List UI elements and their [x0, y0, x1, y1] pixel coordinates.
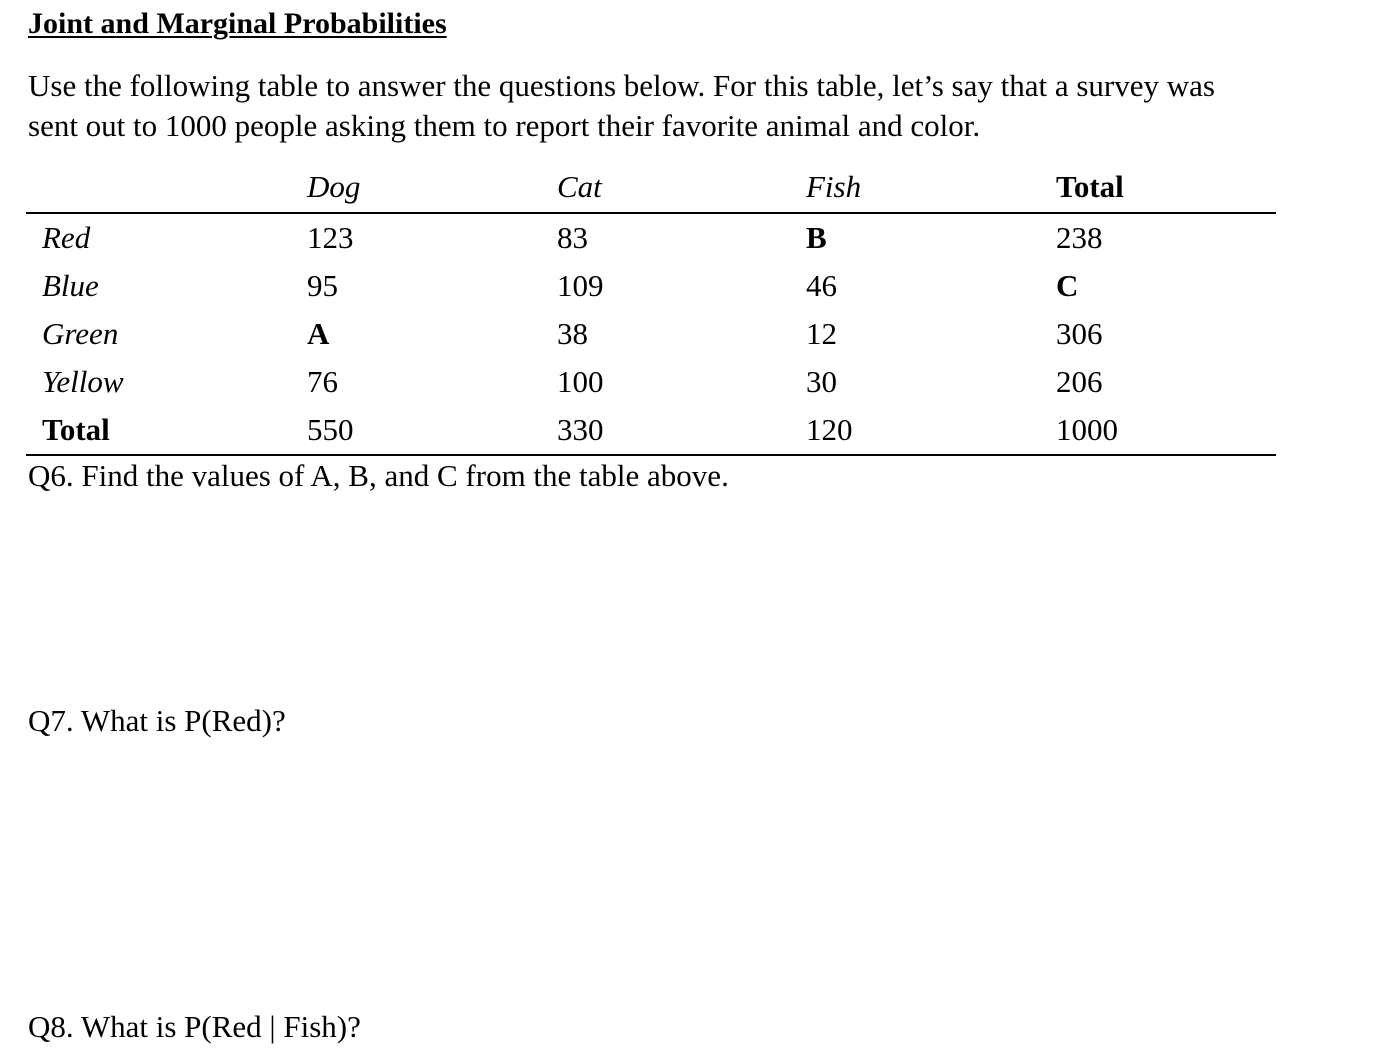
cell-yellow-dog: 76	[307, 364, 338, 399]
page-title: Joint and Marginal Probabilities	[28, 7, 447, 40]
cell-yellow-cat: 100	[557, 364, 604, 399]
table-row-red	[26, 213, 1276, 262]
intro-paragraph	[28, 66, 1358, 146]
header-corner	[26, 162, 307, 213]
table-header-row	[26, 162, 1276, 213]
cell-total-dog: 550	[307, 412, 354, 447]
cell-total-fish: 120	[806, 412, 853, 447]
header-dog: Dog	[307, 169, 361, 204]
intro-line-2: sent out to 1000 people asking them to report their favorite animal and color.	[28, 108, 981, 143]
cell-green-dog: A	[307, 316, 330, 351]
cell-red-cat: 83	[557, 220, 588, 255]
cell-blue-cat: 109	[557, 268, 604, 303]
cell-red-dog: 123	[307, 220, 354, 255]
cell-total-cat: 330	[557, 412, 604, 447]
header-total: Total	[1056, 169, 1124, 204]
header-fish: Fish	[806, 169, 862, 204]
cell-blue-total: C	[1056, 268, 1079, 303]
cell-total-total: 1000	[1056, 412, 1118, 447]
table-row-yellow	[26, 358, 1276, 406]
question-7: Q7. What is P(Red)?	[28, 703, 286, 738]
row-label-total: Total	[42, 412, 110, 447]
row-label-yellow: Yellow	[42, 364, 124, 399]
cell-green-total: 306	[1056, 316, 1103, 351]
row-label-blue: Blue	[42, 268, 99, 303]
table-row-green	[26, 310, 1276, 358]
cell-red-fish: B	[806, 220, 827, 255]
intro-line-1: Use the following table to answer the questions below. For this table, let’s say that a survey was	[28, 68, 1215, 103]
cell-green-fish: 12	[806, 316, 837, 351]
cell-blue-dog: 95	[307, 268, 338, 303]
question-6: Q6. Find the values of A, B, and C from the table above.	[28, 458, 729, 493]
row-label-green: Green	[42, 316, 119, 351]
row-label-red: Red	[42, 220, 91, 255]
probability-table	[26, 162, 1276, 456]
header-cat: Cat	[557, 169, 602, 204]
cell-yellow-fish: 30	[806, 364, 837, 399]
question-8: Q8. What is P(Red | Fish)?	[28, 1009, 361, 1044]
cell-red-total: 238	[1056, 220, 1103, 255]
cell-yellow-total: 206	[1056, 364, 1103, 399]
cell-green-cat: 38	[557, 316, 588, 351]
cell-blue-fish: 46	[806, 268, 837, 303]
table-row-blue	[26, 262, 1276, 310]
table-row-total	[26, 406, 1276, 455]
